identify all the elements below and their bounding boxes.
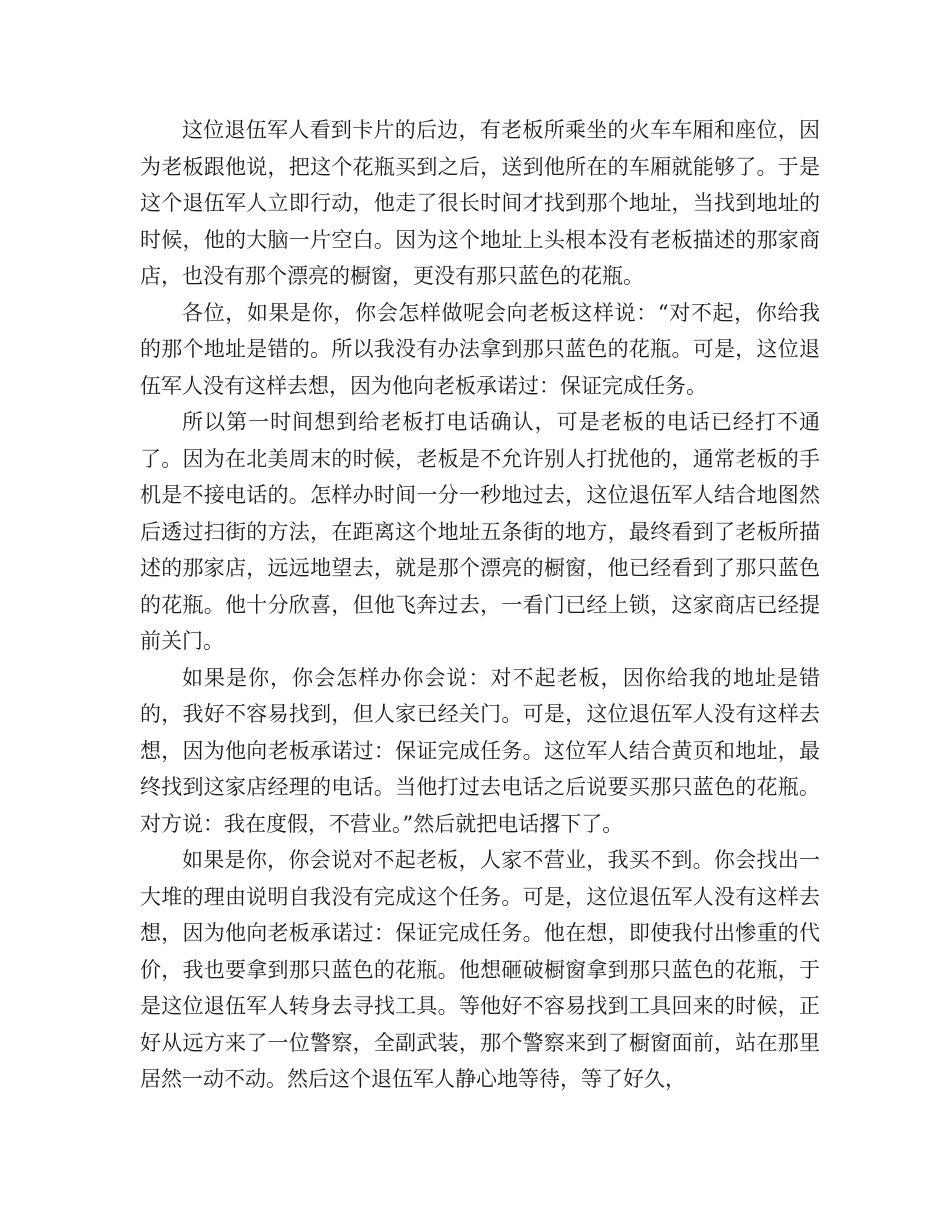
paragraph-1: 这位退伍军人看到卡片的后边，有老板所乘坐的火车车厢和座位，因为老板跟他说，把这个花瓶买到之后，送到他所在的车厢就能够了。于是这个退伍军人立即行动，他走了很长时间才找到那个地址，当找到地址的时候，他的大脑一片空白。因为这个地址上头根本没有老板描述的那家商店，也没有那个漂亮的橱窗，更没有那只蓝色的花瓶。 (140, 118, 820, 288)
paragraph-2: 各位，如果是你，你会怎样做呢会向老板这样说：“对不起，你给我的那个地址是错的。所以我没有办法拿到那只蓝色的花瓶。可是，这位退伍军人没有这样去想，因为他向老板承诺过：保证完成任务。 (140, 300, 820, 398)
paragraph-4: 如果是你，你会怎样办你会说：对不起老板，因你给我的地址是错的，我好不容易找到，但人家已经关门。可是，这位退伍军人没有这样去想，因为他向老板承诺过：保证完成任务。这位军人结合黄页和地址，最终找到这家店经理的电话。当他打过去电话之后说要买那只蓝色的花瓶。对方说：我在度假，不营业。”然后就把电话撂下了。 (140, 665, 820, 836)
paragraph-3: 所以第一时间想到给老板打电话确认，可是老板的电话已经打不通了。因为在北美周末的时候，老板是不允许别人打扰他的，通常老板的手机是不接电话的。怎样办时间一分一秒地过去，这位退伍军人结合地图然后透过扫街的方法，在距离这个地址五条街的地方，最终看到了老板所描述的那家店，远远地望去，就是那个漂亮的橱窗，他已经看到了那只蓝色的花瓶。他十分欣喜，但他飞奔过去，一看门已经上锁，这家商店已经提前关门。 (140, 410, 820, 653)
document-body (140, 112, 820, 1098)
paragraph-5: 如果是你，你会说对不起老板，人家不营业，我买不到。你会找出一大堆的理由说明自我没有完成这个任务。可是，这位退伍军人没有这样去想，因为他向老板承诺过：保证完成任务。他在想，即使我付出惨重的代价，我也要拿到那只蓝色的花瓶。他想砸破橱窗拿到那只蓝色的花瓶，于是这位退伍军人转身去寻找工具。等他好不容易找到工具回来的时候，正好从远方来了一位警察，全副武装，那个警察来到了橱窗面前，站在那里居然一动不动。然后这个退伍军人静心地等待，等了好久， (140, 848, 820, 1091)
